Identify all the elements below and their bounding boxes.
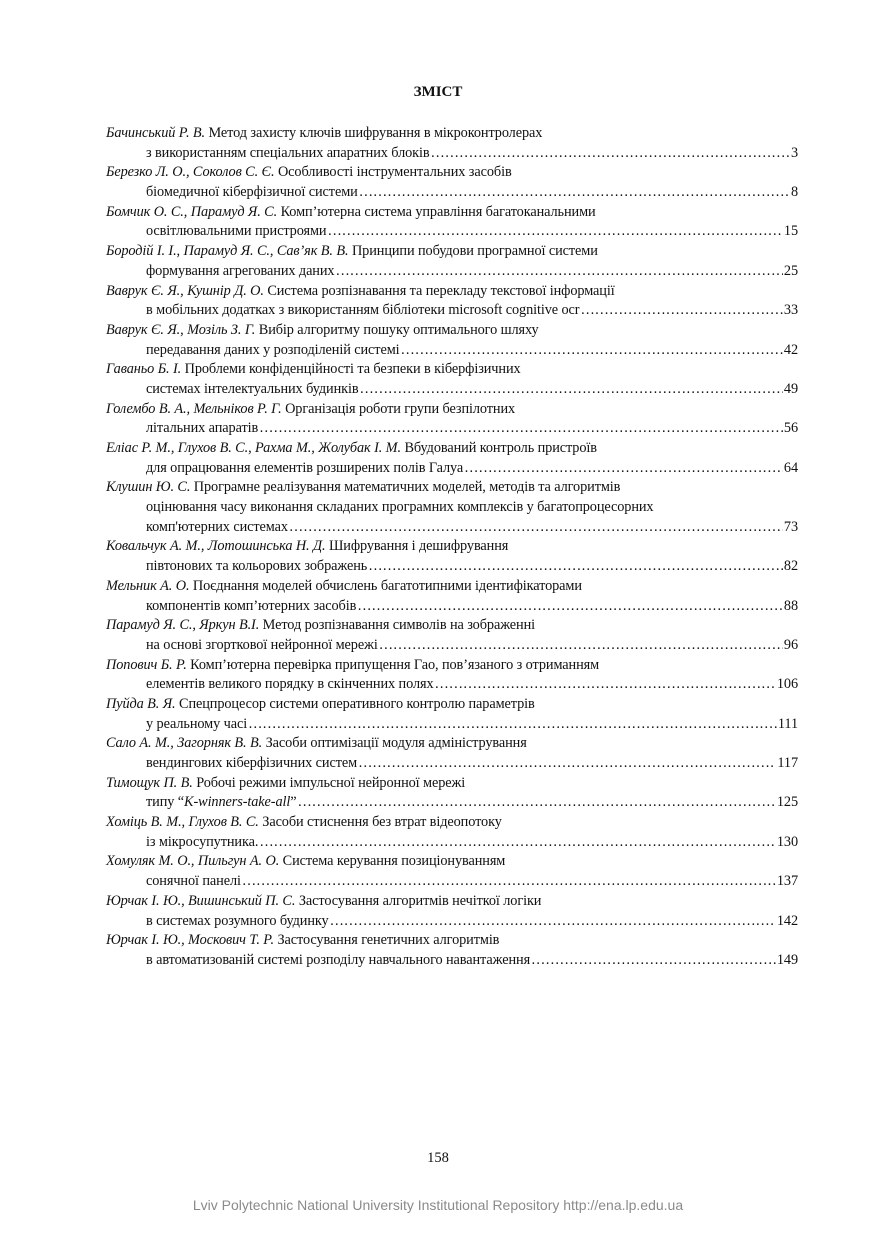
- entry-page-number: 117: [777, 755, 798, 771]
- dot-leader: [464, 459, 783, 479]
- entry-page-number: 130: [776, 833, 798, 850]
- entry-title-end: [146, 144, 430, 164]
- entry-title: Метод розпізнавання символів на зображенні: [259, 617, 536, 634]
- entry-title-end-text: у реальному часі: [146, 715, 248, 732]
- entry-title-end-text: на основі згорткової нейронної мережі: [146, 636, 378, 653]
- entry-page-number: 73: [783, 518, 798, 535]
- entry-title-end-text: в мобільних додатках з використанням бібліотеки microsoft cognitive ocr: [146, 302, 580, 319]
- entry-title-end-text: літальних апаратів: [146, 420, 259, 437]
- toc-entry[interactable]: [106, 774, 798, 813]
- entry-title: Особливості інструментальних засобів: [274, 164, 512, 181]
- dot-leader: [401, 341, 783, 361]
- entry-authors: Клушин Ю. С.: [106, 479, 191, 496]
- toc-entry[interactable]: [106, 577, 798, 616]
- toc-entry[interactable]: [106, 242, 798, 281]
- entry-last-line: [106, 715, 798, 735]
- entry-title: Принципи побудови програмної системи: [348, 243, 598, 260]
- entry-title-end: [146, 557, 367, 577]
- entry-last-line: [106, 636, 798, 656]
- entry-authors: Бородій І. І., Парамуд Я. С., Сав’як В. В.: [106, 243, 349, 260]
- toc-entry[interactable]: [106, 616, 798, 655]
- entry-title-end-text: для опрацювання елементів розширених полів Галуа: [146, 459, 464, 476]
- entry-authors: Парамуд Я. С., Яркун В.І.: [106, 617, 260, 634]
- entry-authors: Юрчак І. Ю., Вишинський П. С.: [106, 892, 296, 909]
- entry-title-end: [146, 183, 358, 203]
- entry-authors: Попович Б. Р.: [106, 656, 187, 673]
- entry-first-line: [106, 439, 798, 459]
- entry-last-line: [106, 793, 798, 813]
- toc-entry[interactable]: [106, 360, 798, 399]
- entry-authors: Хомуляк М. О., Пильгун А. О.: [106, 853, 280, 870]
- entry-last-line: [106, 518, 798, 538]
- entry-first-line: [106, 774, 798, 794]
- entry-last-line: [106, 872, 798, 892]
- repository-footer: Lviv Polytechnic National University Institutional Repository http://ena.lp.edu.ua: [192, 1197, 684, 1213]
- dot-leader: [289, 518, 783, 538]
- entry-title-end-text: типу “: [146, 794, 185, 811]
- toc-entry[interactable]: [106, 852, 798, 891]
- entry-authors: Бомчик О. С., Парамуд Я. С.: [106, 203, 278, 220]
- entry-title: Комп’ютерна система управління багатоканальними: [277, 203, 596, 220]
- entry-last-line: [106, 951, 798, 971]
- dot-leader: [379, 636, 783, 656]
- entry-title-end-text: системах інтелектуальних будинків: [146, 380, 359, 397]
- entry-authors: Гаваньо Б. І.: [106, 361, 182, 378]
- entry-authors: Ваврук Є. Я., Мозіль З. Г.: [106, 321, 256, 338]
- entry-first-line: [106, 282, 798, 302]
- entry-title: Вибір алгоритму пошуку оптимального шляху: [255, 321, 539, 338]
- entry-title-end: [146, 301, 579, 321]
- entry-page-number: 56: [783, 420, 798, 437]
- entry-title: Поєднання моделей обчислень багатотипними ідентифікаторами: [189, 577, 582, 594]
- entry-page-number: 33: [783, 302, 798, 319]
- entry-title-end: [146, 675, 434, 695]
- entry-title-end: [146, 262, 334, 282]
- entry-last-line: [106, 557, 798, 577]
- entry-page-number: 64: [783, 459, 798, 476]
- entry-last-line: [106, 754, 798, 774]
- entry-title: Застосування алгоритмів нечіткої логіки: [295, 892, 542, 909]
- entry-title-end: [146, 419, 258, 439]
- entry-first-line: [106, 163, 798, 183]
- entry-title-end-text: вендингових кіберфізичних систем: [146, 755, 358, 771]
- entry-title-end: [146, 715, 247, 735]
- dot-leader: [297, 793, 775, 813]
- entry-authors: Мельник А. О.: [106, 577, 190, 594]
- entry-last-line: [106, 459, 798, 479]
- entry-title-end: [146, 754, 357, 774]
- dot-leader: [327, 222, 782, 242]
- dot-leader: [359, 183, 790, 203]
- entry-title-end: [146, 459, 463, 479]
- entry-first-line: [106, 813, 798, 833]
- entry-first-line: [106, 400, 798, 420]
- entry-last-line: [106, 341, 798, 361]
- entry-authors: Тимощук П. В.: [106, 774, 193, 791]
- entry-title: Проблеми конфіденційності та безпеки в кіберфізичних: [181, 361, 521, 378]
- entry-title: Шифрування і дешифрування: [325, 538, 509, 555]
- entry-authors: Голембо В. А., Мельніков Р. Г.: [106, 400, 282, 417]
- dot-leader: [242, 872, 776, 892]
- entry-first-line: [106, 931, 798, 951]
- entry-authors: Еліас Р. М., Глухов В. С., Рахма М., Жолубак І. М.: [106, 440, 401, 456]
- entry-first-line: [106, 616, 798, 636]
- entry-page-number: 49: [783, 380, 798, 397]
- entry-page-number: 82: [783, 558, 798, 575]
- entry-first-line: [106, 537, 798, 557]
- entry-title-end: [146, 636, 378, 656]
- entry-title-end-text: півтонових та кольорових зображень: [146, 558, 368, 575]
- toc-entry[interactable]: [106, 892, 798, 931]
- entry-title-end-text: освітлювальними пристроями: [146, 223, 327, 240]
- dot-leader: [431, 144, 790, 164]
- toc-entry[interactable]: [106, 478, 798, 537]
- toc-entry[interactable]: [106, 282, 798, 321]
- page-title: ЗМІСТ: [413, 84, 463, 100]
- entry-page-number: 42: [783, 341, 798, 358]
- entry-title-end-text: передавання даних у розподіленій системі: [146, 341, 400, 358]
- entry-title-end-suffix: ”: [290, 794, 297, 811]
- entry-page-number: 96: [783, 636, 798, 653]
- entry-title: Робочі режими імпульсної нейронної мережі: [192, 774, 466, 791]
- entry-page-number: 142: [776, 912, 798, 929]
- entry-page-number: 3: [790, 144, 798, 161]
- dot-leader: [435, 675, 776, 695]
- entry-last-line: [106, 301, 798, 321]
- dot-leader: [360, 380, 783, 400]
- entry-last-line: [106, 833, 798, 853]
- entry-last-line: [106, 144, 798, 164]
- entry-authors: Хоміць В. М., Глухов В. С.: [106, 814, 259, 831]
- entry-last-line: [106, 597, 798, 617]
- entry-title-end-text: формування агрегованих даних: [146, 262, 335, 279]
- entry-first-line: [106, 242, 798, 262]
- toc-entry[interactable]: [106, 656, 798, 695]
- entry-authors: Березко Л. О., Соколов С. Є.: [106, 164, 275, 181]
- dot-leader: [368, 557, 783, 577]
- entry-title-end-text: компонентів комп’ютерних засобів: [146, 597, 357, 614]
- entry-last-line: [106, 183, 798, 203]
- entry-title-end-text: біомедичної кіберфізичної системи: [146, 184, 358, 201]
- entry-page-number: 149: [776, 951, 798, 968]
- entry-title: Засоби стиснення без втрат відеопотоку: [258, 814, 502, 831]
- entry-page-number: 8: [790, 184, 798, 201]
- entry-first-line: [106, 656, 798, 676]
- entry-title: Застосування генетичних алгоритмів: [273, 932, 500, 949]
- entry-title-continuation: оцінювання часу виконання складаних програмних комплексів у багатопроцесорних: [146, 499, 654, 516]
- dot-leader: [248, 715, 777, 735]
- toc-entry[interactable]: [106, 695, 798, 734]
- entry-title-emphasis: K-winners-take-all: [184, 794, 291, 811]
- entry-title: Комп’ютерна перевірка припущення Гао, пов’язаного з отриманням: [186, 656, 600, 673]
- entry-title: Спецпроцесор системи оперативного контролю параметрів: [175, 695, 535, 712]
- entry-first-line: [106, 360, 798, 380]
- toc-entry[interactable]: [106, 321, 798, 360]
- entry-first-line: [106, 695, 798, 715]
- dot-leader: [259, 419, 783, 439]
- entry-page-number: 111: [777, 715, 798, 732]
- entry-title-end-text: із мікросупутника.: [146, 833, 259, 850]
- entry-title-end-text: сонячної панелі: [146, 873, 241, 890]
- entry-title-end-text: в автоматизованій системі розподілу навчального навантаження: [146, 951, 531, 968]
- toc-entry[interactable]: [106, 203, 798, 242]
- entry-page-number: 15: [783, 223, 798, 240]
- entry-title-end: [146, 833, 258, 853]
- toc-entry[interactable]: [106, 163, 798, 202]
- entry-first-line: [106, 852, 798, 872]
- entry-title: Організація роботи групи безпілотних: [281, 400, 516, 417]
- entry-first-line: [106, 124, 798, 144]
- entry-last-line: [106, 222, 798, 242]
- entry-first-line: [106, 203, 798, 223]
- entry-last-line: [106, 262, 798, 282]
- entry-title-end: [146, 597, 356, 617]
- entry-title: Засоби оптимізації модуля адміністрування: [262, 735, 527, 752]
- entry-last-line: [106, 675, 798, 695]
- entry-first-line: [106, 892, 798, 912]
- entry-title-end: [146, 380, 359, 400]
- entry-title-end: [146, 518, 288, 538]
- entry-title-end-text: елементів великого порядку в скінченних полях: [146, 676, 434, 693]
- entry-first-line: [106, 321, 798, 341]
- entry-authors: Ваврук Є. Я., Кушнір Д. О.: [106, 282, 264, 299]
- entry-page-number: 106: [776, 676, 798, 693]
- dot-leader: [531, 951, 776, 971]
- toc-entry[interactable]: [106, 813, 798, 852]
- entry-page-number: 125: [776, 794, 798, 811]
- entry-last-line: [106, 419, 798, 439]
- dot-leader: [330, 912, 776, 932]
- entry-title-end-text: в системах розумного будинку: [146, 912, 329, 929]
- dot-leader: [580, 301, 782, 321]
- entry-page-number: 25: [783, 262, 798, 279]
- toc-entry[interactable]: [106, 439, 798, 478]
- entry-first-line: [106, 478, 798, 498]
- dot-leader: [259, 833, 776, 853]
- entry-title-end: [146, 341, 400, 361]
- toc-entry[interactable]: [106, 537, 798, 576]
- entry-title-end-text: з використанням спеціальних апаратних блоків: [146, 144, 430, 161]
- entry-authors: Сало А. М., Загорняк В. В.: [106, 735, 263, 752]
- entry-title: Вбудований контроль пристроїв: [400, 440, 597, 456]
- toc-entry[interactable]: [106, 400, 798, 439]
- table-of-contents: [106, 124, 798, 971]
- entry-first-line: [106, 577, 798, 597]
- entry-title: Програмне реалізування математичних моделей, методів та алгоритмів: [190, 479, 621, 496]
- toc-entry[interactable]: [106, 124, 798, 163]
- entry-title-end: [146, 912, 329, 932]
- entry-title: Система розпізнавання та перекладу текстової інформації: [263, 282, 615, 299]
- entry-title-end: [146, 951, 530, 971]
- entry-title-end: [146, 793, 296, 813]
- entry-last-line: [106, 912, 798, 932]
- entry-page-number: 88: [783, 597, 798, 614]
- dot-leader: [357, 597, 783, 617]
- dot-leader: [335, 262, 782, 282]
- dot-leader: [358, 754, 776, 774]
- page-number: 158: [427, 1150, 449, 1166]
- entry-authors: Юрчак І. Ю., Москович Т. Р.: [106, 932, 274, 949]
- entry-page-number: 137: [776, 873, 798, 890]
- toc-entry[interactable]: [106, 734, 798, 773]
- entry-title-end: [146, 872, 241, 892]
- entry-title-end: [146, 222, 326, 242]
- toc-entry[interactable]: [106, 931, 798, 970]
- entry-authors: Пуйда В. Я.: [106, 695, 176, 712]
- entry-last-line: [106, 380, 798, 400]
- entry-authors: Ковальчук А. М., Лотошинська Н. Д.: [106, 538, 326, 555]
- entry-title-end-text: комп'ютерних системах: [146, 518, 288, 535]
- entry-title: Метод захисту ключів шифрування в мікроконтролерах: [205, 125, 543, 141]
- entry-title: Система керування позиціонуванням: [279, 853, 506, 870]
- entry-authors: Бачинський Р. В.: [106, 125, 206, 141]
- entry-first-line: [106, 734, 798, 754]
